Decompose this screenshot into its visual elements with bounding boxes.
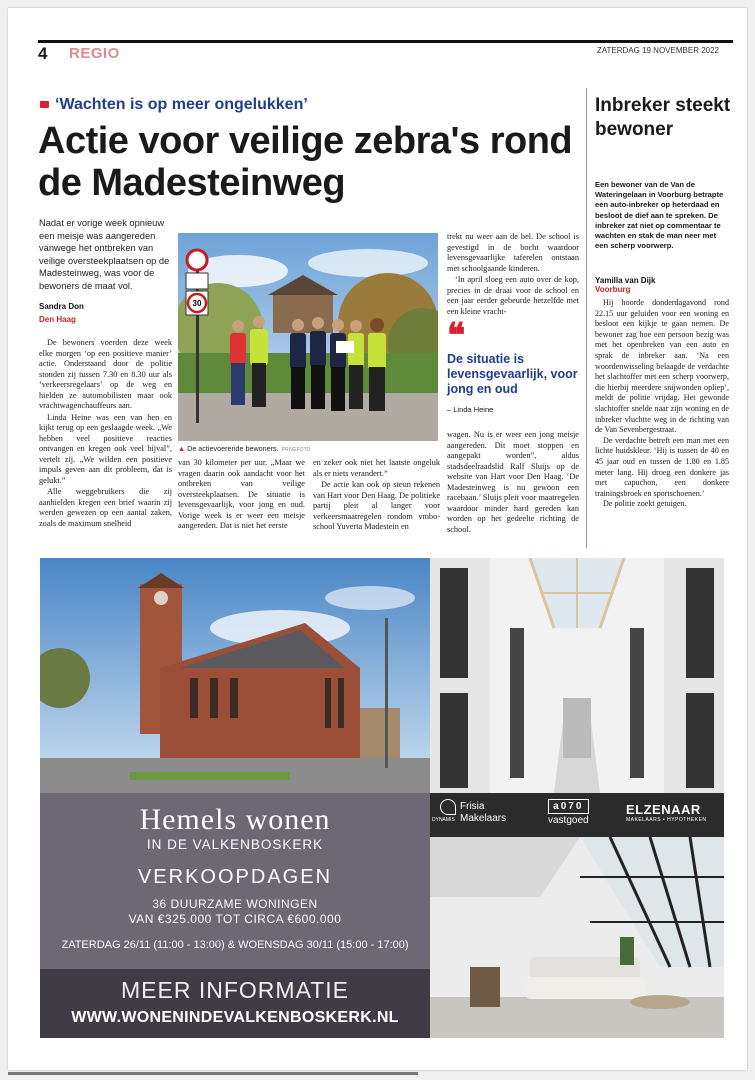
ad-info-box[interactable]: [40, 969, 430, 1038]
logo-elzenaar-top: ELZENAAR: [626, 802, 701, 817]
paragraph: De verdachte betreft een man met een lichte huidskleur. ‘Hij is tussen de 40 en 45 jaar oud en tussen de 1.80 en 1.85 meter lang. Hij droeg een donkere jas met capuchon, een donkere trainingsbroek en sportschoenen.’: [595, 435, 729, 498]
kicker-bullet-icon: [40, 101, 49, 108]
paragraph: van 30 kilometer per uur. „Maar we vragen daarin ook aandacht voor het ontbreken van veilige oversteekplaatsen. De situatie is levensgevaarlijk, voor jong en oud. Vorige week is er weer een meisje aangereden. Dat is niet het eerste: [178, 458, 305, 530]
logo-elzenaar: [626, 802, 707, 823]
pull-quote: [447, 317, 579, 414]
logo-frisia-top: Frisia: [460, 801, 485, 812]
paragraph: De bewoners voerden deze week elke morgen ‘op een positieve manier’ actie. Onderstaand door de politie stonden zij tussen 7.30 en 8.30 uur als ‘verkeersregelaars’ op de weg en hielden ze automobilisten maar ook vrachtwagenchauffeurs aan.: [39, 338, 172, 410]
newspaper-page: [8, 8, 747, 1070]
paragraph: De politie zoekt getuigen.: [603, 499, 687, 509]
ad-subtitle: IN DE VALKENBOSKERK: [146, 837, 324, 852]
article-headline: Actie voor veilige zebra's rond de Madesteinweg: [38, 120, 573, 204]
dateline: ZATERDAG 19 NOVEMBER 2022: [596, 46, 719, 55]
ad-living-room-image: [430, 837, 724, 1038]
scroll-indicator: [8, 1072, 418, 1075]
logo-frisia: [460, 801, 506, 825]
ad-dates: ZATERDAG 26/11 (11:00 - 13:00) & WOENSDAG 30/11 (15:00 - 17:00): [61, 939, 409, 951]
ad-website-link[interactable]: WWW.WONENINDEVALKENBOSKERK.NL: [71, 1009, 399, 1026]
paragraph: De actie kan ook op steun rekenen van Hart voor Den Haag. De politieke partij pleit al langer voor verkeersmaatregelen rondom vmbo-school Yuverta Madestein en: [313, 480, 440, 531]
ad-title: Hemels wonen: [139, 803, 331, 836]
paragraph: Hij hoorde donderdagavond rond 22.15 uur geluiden voor een woning en besloot een kijkje te gaan nemen. De bewoner zag hoe een persoon bezig was met het openbreken van een auto en sprak de inbreker aan. ‘Na een woordenwisseling belaagde de verdachte het slachtoffer met een scherp voorwerp, die hierbij meerdere snijwonden opliep’, meldt de politie vrijdag. Het gewonde slachtoffer snelde naar zijn woning en de inbreker vluchtte weg in de richting van de Van Sevenbergestraat.: [595, 298, 729, 435]
intro-text: Nadat er vorige week opnieuw een meisje was aangereden vanwege het ontbreken van veilige oversteekplaatsen op de Madesteinweg, was voor de bewoners de maat vol.: [39, 218, 170, 291]
article-column-4-bottom: [447, 430, 579, 536]
sidebar-byline: [595, 276, 655, 294]
paragraph: wagen. Nu is er weer een jong meisje aangereden. Dit moet stoppen en aangepakt worden”, aldus stadsdeelraadslid Ralf Sluijs op de website van Hart voor Den Haag. ‘De Madesteinweg is nu gewoon een racebaan.’ Sluijs pleit voor maatregelen waardoor minder hard gereden kan worden op het gedeelte richting de school.: [447, 430, 579, 534]
paragraph: en zeker ook niet het laatste ongeluk als er niets verandert.”: [313, 458, 440, 478]
article-author: Sandra Don: [39, 302, 84, 311]
ad-more-info: MEER INFORMATIE: [121, 977, 349, 1003]
sidebar-author: Yamilla van Dijk: [595, 276, 656, 285]
photo-credit: PRIVEFOTO: [281, 447, 311, 453]
top-rule: [38, 40, 733, 43]
ad-interior-hall-image: [430, 558, 724, 793]
article-column-3: [313, 458, 440, 534]
ad-price: VAN €325.000 TOT CIRCA €600.000: [128, 912, 342, 926]
page-number: 4: [38, 44, 48, 63]
hall-rendering: [430, 558, 724, 793]
paragraph: ‘In april sloeg een auto over de kop, precies in de draai voor de school en een jaar eerder gebeurde hetzelfde met een kleine vracht-: [447, 275, 579, 316]
article-column-4-top: [447, 232, 579, 318]
caption-triangle-icon: ▲: [178, 444, 186, 453]
ad-text-panel: [40, 793, 430, 1038]
logo-frisia-bottom: Makelaars: [460, 813, 507, 824]
photo-caption: [178, 444, 438, 453]
quote-attribution: – Linda Heine: [447, 405, 494, 414]
logo-a070-top: a070: [548, 799, 589, 814]
sidebar-lead: Een bewoner van de Van de Wateringelaan in Voorburg betrapte een auto-inbreker op heterdaad en besloot de dief aan te spreken. De inbreker zat niet op commentaar te wachten en stak de man neer met een scherp voorwerp.: [595, 180, 724, 251]
quote-text: De situatie is levensgevaarlijk, voor jong en oud: [447, 352, 578, 396]
kicker-text: ‘Wachten is op meer ongelukken’: [55, 96, 308, 113]
sidebar-headline: Inbreker steekt bewoner: [595, 95, 731, 140]
paragraph: Linda Heine was een van hen en kijkt terug op een geslaagde week. „We hebben veel positieve reacties ontvangen en kregen ook veel bijval”, vertelt zij. „We wilden een positieve impuls geven aan dit probleem, dat is gelukt.”: [39, 412, 172, 485]
logo-a070-bottom: vastgoed: [548, 815, 589, 826]
article-column-1: [39, 338, 172, 530]
quote-mark-icon: ❝: [447, 317, 466, 355]
caption-text: De actievoerende bewoners.: [187, 444, 279, 453]
advertisement[interactable]: [40, 558, 724, 1038]
section-label: REGIO: [69, 45, 120, 62]
ad-church-image: [40, 558, 430, 793]
photo-residents-crossing: [178, 233, 438, 441]
paragraph: Alle weggebruikers die zij aanhielden kregen een brief waarin zij werden gewezen op een aantal zaken, zoals de maximum snelheid: [39, 487, 172, 528]
speed-limit-sign-text: 30: [192, 299, 202, 308]
paragraph: trekt nu weer aan de bel. De school is gevestigd in de bocht waardoor levensgevaarlijke taferelen ontstaan met schoolgaande kinderen.: [447, 232, 579, 273]
sidebar-place: Voorburg: [595, 285, 631, 294]
article-photo: [178, 233, 438, 441]
ad-units: 36 DUURZAME WONINGEN: [152, 897, 318, 911]
sidebar-body: [595, 298, 729, 510]
logo-dynamis-mark: DYNAMIS: [432, 817, 455, 823]
article-place: Den Haag: [39, 314, 76, 324]
column-divider: [586, 88, 587, 548]
dynamis-logo-icon: [440, 799, 456, 815]
living-room-rendering: [430, 837, 724, 1038]
article-column-2: [178, 458, 305, 533]
ad-logo-bar: [430, 793, 724, 837]
church-rendering: [40, 558, 430, 793]
article-intro: [39, 217, 175, 326]
logo-a070: [548, 799, 589, 827]
logo-elzenaar-bottom: MAKELAARS • HYPOTHEKEN: [626, 817, 707, 823]
article-kicker: [40, 96, 308, 114]
ad-units-block: [40, 897, 430, 927]
ad-sale-days: VERKOOPDAGEN: [137, 866, 333, 888]
